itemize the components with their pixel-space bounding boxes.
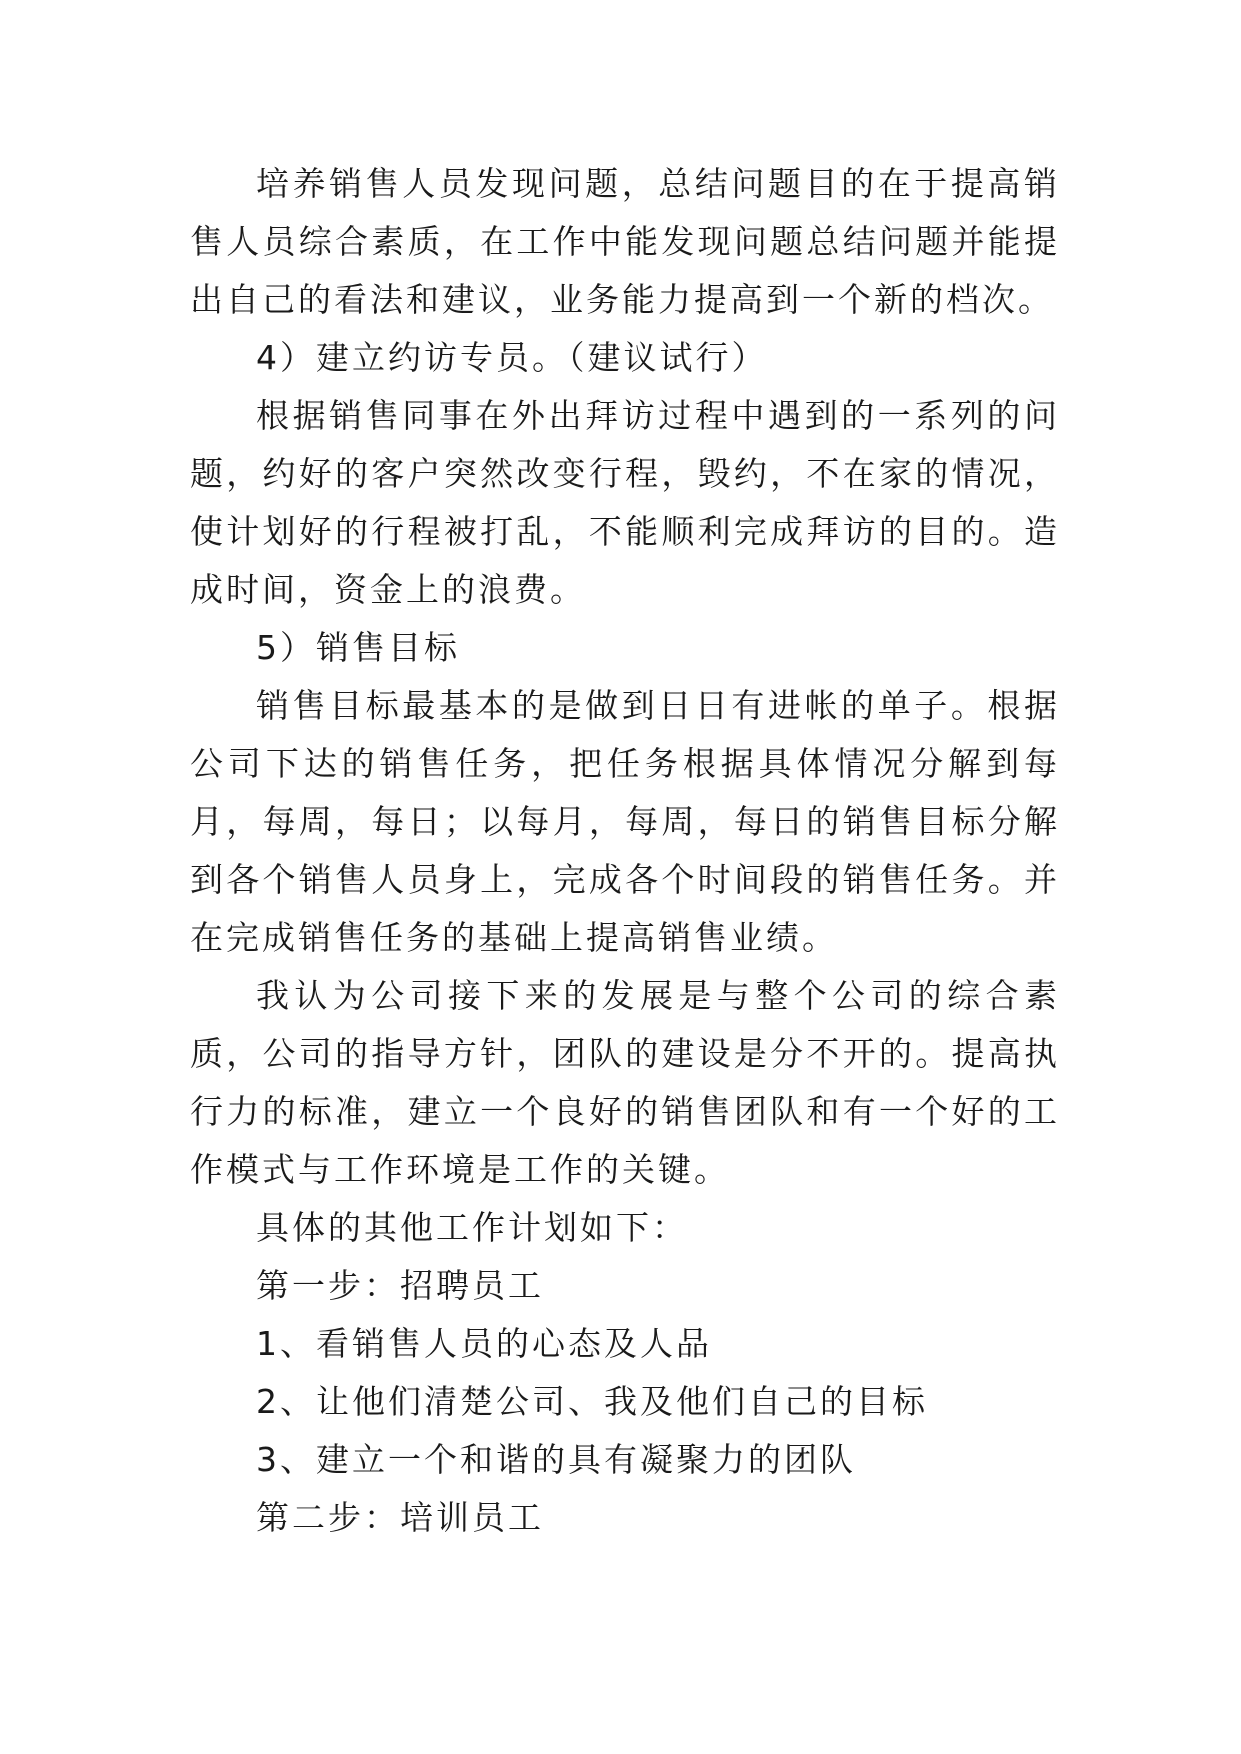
document-body [190, 155, 1060, 1547]
heading-other-plans: 具体的其他工作计划如下： [256, 1208, 688, 1247]
list-item-team: 3、建立一个和谐的具有凝聚力的团队 [256, 1440, 856, 1479]
heading-appointment-specialist: 4）建立约访专员。（建议试行） [256, 338, 768, 377]
paragraph-sales-target: 销售目标最基本的是做到日日有进帐的单子。根据公司下达的销售任务，把任务根据具体情况分解到每月，每周，每日；以每月，每周，每日的销售目标分解到各个销售人员身上，完成各个时间段的销售任务。并在完成销售任务的基础上提高销售业绩。 [190, 686, 1060, 957]
paragraph-company-development: 我认为公司接下来的发展是与整个公司的综合素质，公司的指导方针，团队的建设是分不开的。提高执行力的标准，建立一个良好的销售团队和有一个好的工作模式与工作环境是工作的关键。 [190, 976, 1060, 1189]
step-one-recruit: 第一步：招聘员工 [256, 1266, 544, 1305]
list-item-goals: 2、让他们清楚公司、我及他们自己的目标 [256, 1382, 928, 1421]
paragraph-appointment-reason: 根据销售同事在外出拜访过程中遇到的一系列的问题，约好的客户突然改变行程，毁约，不在家的情况，使计划好的行程被打乱，不能顺利完成拜访的目的。造成时间，资金上的浪费。 [190, 396, 1060, 609]
paragraph-training-purpose: 培养销售人员发现问题，总结问题目的在于提高销售人员综合素质，在工作中能发现问题总结问题并能提出自己的看法和建议，业务能力提高到一个新的档次。 [190, 164, 1060, 319]
list-item-mindset: 1、看销售人员的心态及人品 [256, 1324, 712, 1363]
step-two-training: 第二步：培训员工 [256, 1498, 544, 1537]
heading-sales-target: 5）销售目标 [256, 628, 460, 667]
